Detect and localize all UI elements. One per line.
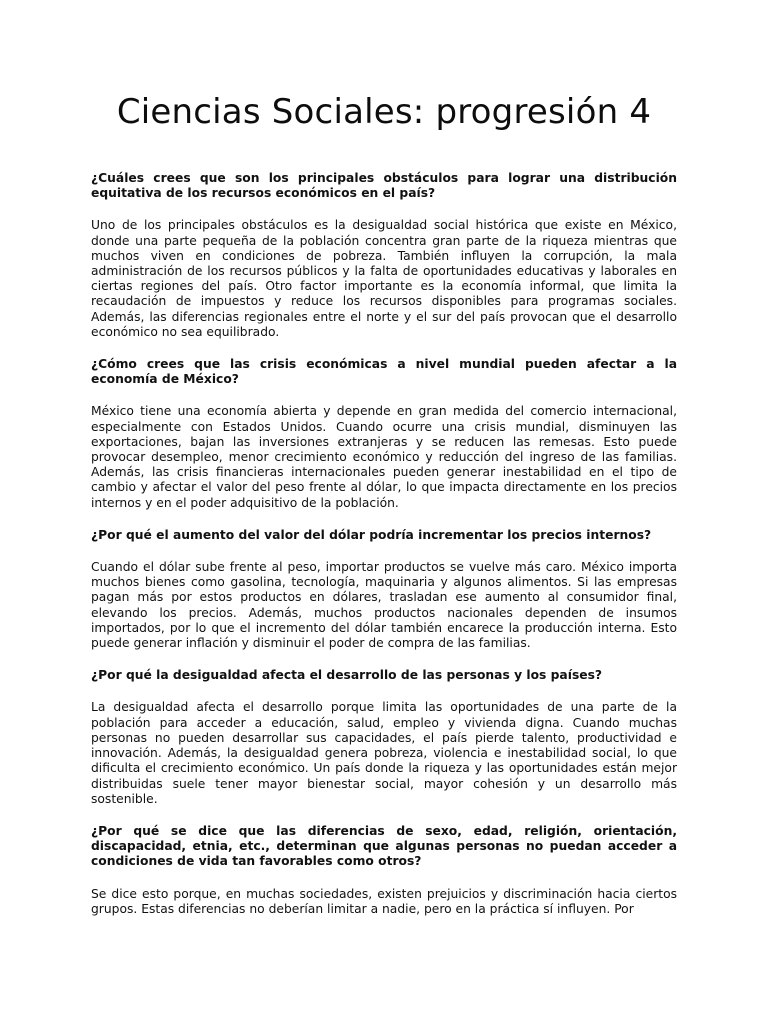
qa-section-4 (91, 668, 677, 807)
document-title: Ciencias Sociales: progresión 4 (116, 92, 652, 132)
answer-5: Se dice esto porque, en muchas sociedades, existen prejuicios y discriminación hacia ciertos grupos. Estas diferencias no deberían limitar a nadie, pero en la práctica sí influyen. Por (91, 886, 677, 916)
answer-1: Uno de los principales obstáculos es la desigualdad social histórica que existe en México, donde una parte pequeña de la población concentra gran parte de la riqueza mientras que muchos viven en condiciones de pobreza. También influyen la corrupción, la mala administración de los recursos públicos y la falta de oportunidades educativas y laborales en ciertas regiones del país. Otro factor importante es la economía informal, que limita la recaudación de impuestos y reduce los recursos disponibles para programas sociales. Además, las diferencias regionales entre el norte y el sur del país provocan que el desarrollo económico no sea equilibrado. (91, 218, 677, 339)
question-5: ¿Por qué se dice que las diferencias de sexo, edad, religión, orientación, discapacidad, etnia, etc., determinan que algunas personas no puedan acceder a condiciones de vida tan favorables como otros? (91, 823, 677, 869)
question-1: ¿Cuáles crees que son los principales obstáculos para lograr una distribución equitativa de los recursos económicos en el país? (91, 171, 677, 201)
question-2: ¿Cómo crees que las crisis económicas a nivel mundial pueden afectar a la economía de México? (91, 357, 677, 387)
qa-section-5 (91, 824, 677, 917)
question-4: ¿Por qué la desigualdad afecta el desarrollo de las personas y los países? (91, 668, 603, 683)
document-body (91, 171, 677, 934)
answer-4: La desigualdad afecta el desarrollo porque limita las oportunidades de una parte de la población para acceder a educación, salud, empleo y vivienda digna. Cuando muchas personas no pueden desarrollar sus capacidades, el país pierde talento, productividad e innovación. Además, la desigualdad genera pobreza, violencia e inestabilidad social, lo que dificulta el crecimiento económico. Un país donde la riqueza y las oportunidades están mejor distribuidas suele tener mayor bienestar social, mayor cohesión y un desarrollo más sostenible. (91, 700, 677, 806)
question-3: ¿Por qué el aumento del valor del dólar podría incrementar los precios internos? (91, 527, 652, 542)
answer-3: Cuando el dólar sube frente al peso, importar productos se vuelve más caro. México importa muchos bienes como gasolina, tecnología, maquinaria y algunos alimentos. Si las empresas pagan más por estos productos en dólares, trasladan ese aumento al consumidor final, elevando los precios. Además, muchos productos nacionales dependen de insumos importados, por lo que el incremento del dólar también encarece la producción interna. Esto puede generar inflación y disminuir el poder de compra de las familias. (91, 560, 677, 651)
answer-2: México tiene una economía abierta y depende en gran medida del comercio internacional, especialmente con Estados Unidos. Cuando ocurre una crisis mundial, disminuyen las exportaciones, bajan las inversiones extranjeras y se reducen las remesas. Esto puede provocar desempleo, menor crecimiento económico y reducción del ingreso de las familias. Además, las crisis financieras internacionales pueden generar inestabilidad en el tipo de cambio y afectar el valor del peso frente al dólar, lo que impacta directamente en los precios internos y en el poder adquisitivo de la población. (91, 404, 677, 510)
qa-section-3 (91, 528, 677, 651)
qa-section-1 (91, 171, 677, 340)
qa-section-2 (91, 357, 677, 511)
